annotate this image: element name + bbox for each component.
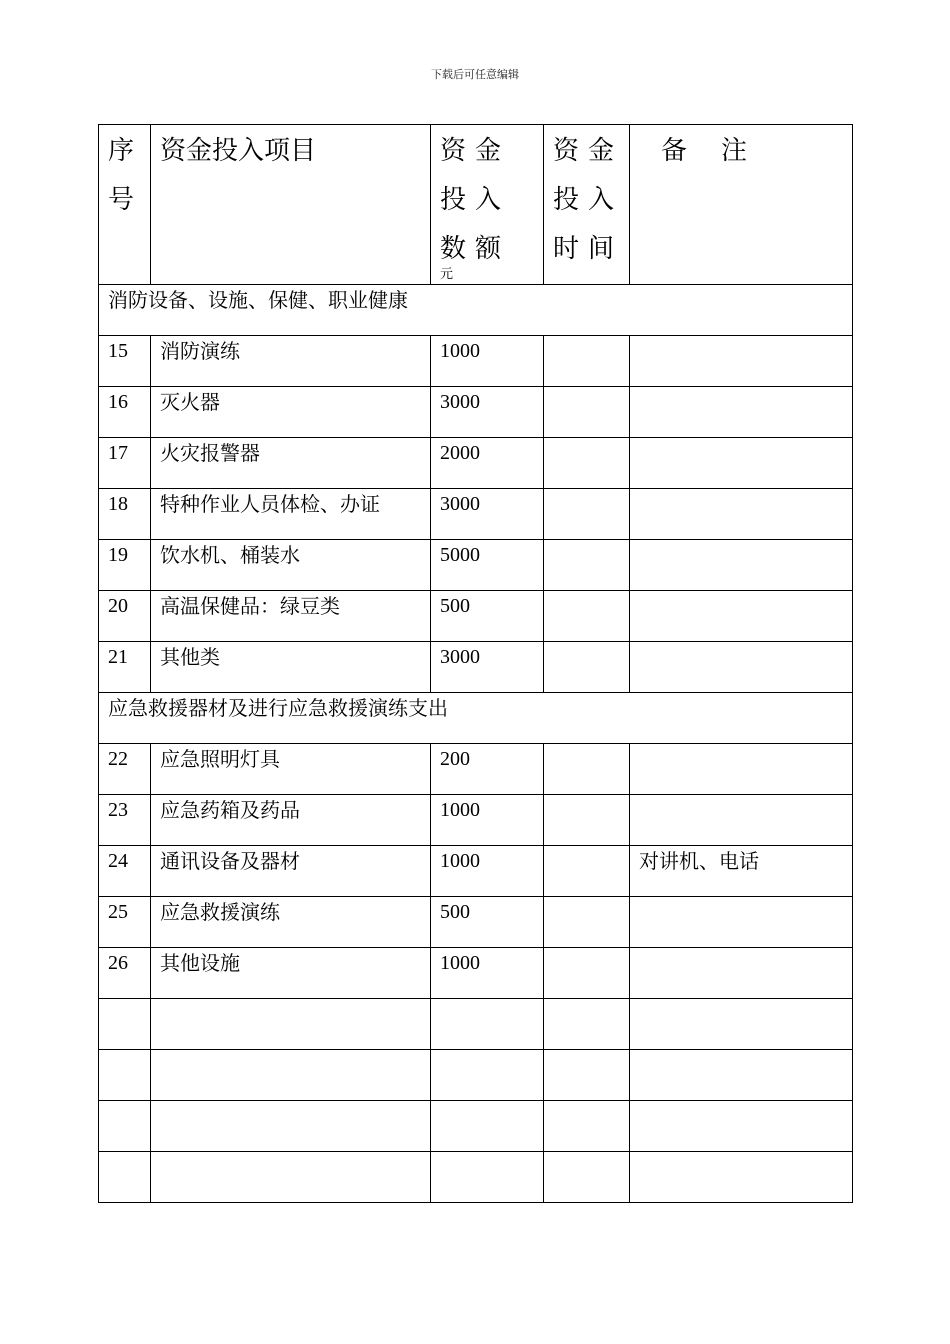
cell-seq: 19 bbox=[99, 540, 151, 591]
table-row bbox=[99, 999, 853, 1050]
cell-remark: 对讲机、电话 bbox=[630, 846, 853, 897]
cell-time bbox=[544, 540, 630, 591]
header-amount bbox=[431, 125, 544, 285]
table-row bbox=[99, 489, 853, 540]
cell-time bbox=[544, 591, 630, 642]
table-row bbox=[99, 846, 853, 897]
table-row bbox=[99, 540, 853, 591]
cell-item bbox=[151, 999, 431, 1050]
header-seq bbox=[99, 125, 151, 285]
cell-item: 其他类 bbox=[151, 642, 431, 693]
cell-seq bbox=[99, 999, 151, 1050]
fund-investment-table bbox=[98, 124, 853, 1203]
cell-seq: 21 bbox=[99, 642, 151, 693]
table-row bbox=[99, 897, 853, 948]
section-title: 消防设备、设施、保健、职业健康 bbox=[99, 285, 853, 336]
cell-amount: 2000 bbox=[431, 438, 544, 489]
cell-item: 灭火器 bbox=[151, 387, 431, 438]
cell-seq: 17 bbox=[99, 438, 151, 489]
cell-time bbox=[544, 948, 630, 999]
table-body bbox=[99, 125, 853, 1203]
cell-seq bbox=[99, 1152, 151, 1203]
page-header: 下载后可任意编辑 bbox=[431, 68, 519, 81]
cell-amount bbox=[431, 1152, 544, 1203]
cell-time bbox=[544, 1050, 630, 1101]
cell-remark bbox=[630, 948, 853, 999]
cell-remark bbox=[630, 591, 853, 642]
cell-time bbox=[544, 489, 630, 540]
cell-amount: 3000 bbox=[431, 642, 544, 693]
header-seq-label: 序号 bbox=[108, 136, 135, 215]
cell-amount: 1000 bbox=[431, 846, 544, 897]
table-row bbox=[99, 336, 853, 387]
cell-time bbox=[544, 1101, 630, 1152]
cell-seq: 23 bbox=[99, 795, 151, 846]
cell-seq: 26 bbox=[99, 948, 151, 999]
cell-remark bbox=[630, 336, 853, 387]
cell-item: 火灾报警器 bbox=[151, 438, 431, 489]
table-row bbox=[99, 948, 853, 999]
cell-item: 高温保健品：绿豆类 bbox=[151, 591, 431, 642]
cell-time bbox=[544, 642, 630, 693]
table-row bbox=[99, 1101, 853, 1152]
table-row bbox=[99, 1050, 853, 1101]
cell-seq: 20 bbox=[99, 591, 151, 642]
cell-amount bbox=[431, 1050, 544, 1101]
cell-remark bbox=[630, 1101, 853, 1152]
cell-remark bbox=[630, 795, 853, 846]
cell-amount: 1000 bbox=[431, 948, 544, 999]
table-row bbox=[99, 591, 853, 642]
cell-amount: 5000 bbox=[431, 540, 544, 591]
cell-seq: 24 bbox=[99, 846, 151, 897]
cell-item: 应急药箱及药品 bbox=[151, 795, 431, 846]
cell-item bbox=[151, 1050, 431, 1101]
cell-time bbox=[544, 744, 630, 795]
cell-seq bbox=[99, 1101, 151, 1152]
cell-time bbox=[544, 438, 630, 489]
header-remark bbox=[630, 125, 853, 285]
cell-time bbox=[544, 999, 630, 1050]
cell-item: 应急救援演练 bbox=[151, 897, 431, 948]
cell-item bbox=[151, 1101, 431, 1152]
cell-amount bbox=[431, 999, 544, 1050]
cell-seq: 15 bbox=[99, 336, 151, 387]
cell-time bbox=[544, 1152, 630, 1203]
header-amount-unit: 元 bbox=[440, 267, 454, 282]
section-title: 应急救援器材及进行应急救援演练支出 bbox=[99, 693, 853, 744]
cell-remark bbox=[630, 540, 853, 591]
cell-remark bbox=[630, 744, 853, 795]
table-row bbox=[99, 795, 853, 846]
cell-item: 应急照明灯具 bbox=[151, 744, 431, 795]
cell-remark bbox=[630, 642, 853, 693]
table-row bbox=[99, 1152, 853, 1203]
cell-amount: 1000 bbox=[431, 336, 544, 387]
header-amount-label: 资金投入数额 bbox=[440, 136, 511, 264]
cell-remark bbox=[630, 999, 853, 1050]
cell-item: 特种作业人员体检、办证 bbox=[151, 489, 431, 540]
cell-item: 饮水机、桶装水 bbox=[151, 540, 431, 591]
cell-remark bbox=[630, 387, 853, 438]
header-time bbox=[544, 125, 630, 285]
cell-remark bbox=[630, 897, 853, 948]
table-header-row bbox=[99, 125, 853, 285]
cell-remark bbox=[630, 1152, 853, 1203]
cell-time bbox=[544, 336, 630, 387]
table-row bbox=[99, 438, 853, 489]
cell-item: 消防演练 bbox=[151, 336, 431, 387]
cell-amount: 500 bbox=[431, 591, 544, 642]
cell-amount: 200 bbox=[431, 744, 544, 795]
header-item-label: 资金投入项目 bbox=[160, 136, 317, 166]
header-item bbox=[151, 125, 431, 285]
cell-remark bbox=[630, 1050, 853, 1101]
cell-item bbox=[151, 1152, 431, 1203]
header-time-label: 资金投入时间 bbox=[553, 136, 624, 264]
cell-time bbox=[544, 387, 630, 438]
header-remark-label bbox=[639, 127, 852, 176]
cell-seq: 25 bbox=[99, 897, 151, 948]
cell-item: 通讯设备及器材 bbox=[151, 846, 431, 897]
cell-remark bbox=[630, 489, 853, 540]
cell-time bbox=[544, 897, 630, 948]
header-remark-char-1: 备 bbox=[661, 136, 688, 166]
cell-seq: 18 bbox=[99, 489, 151, 540]
table-row bbox=[99, 387, 853, 438]
cell-seq: 22 bbox=[99, 744, 151, 795]
table-row bbox=[99, 642, 853, 693]
section-row bbox=[99, 693, 853, 744]
cell-time bbox=[544, 795, 630, 846]
cell-amount: 500 bbox=[431, 897, 544, 948]
cell-seq: 16 bbox=[99, 387, 151, 438]
cell-amount: 3000 bbox=[431, 387, 544, 438]
cell-amount: 3000 bbox=[431, 489, 544, 540]
cell-amount bbox=[431, 1101, 544, 1152]
cell-seq bbox=[99, 1050, 151, 1101]
cell-remark bbox=[630, 438, 853, 489]
cell-item: 其他设施 bbox=[151, 948, 431, 999]
cell-amount: 1000 bbox=[431, 795, 544, 846]
header-remark-char-2: 注 bbox=[721, 136, 748, 166]
section-row bbox=[99, 285, 853, 336]
cell-time bbox=[544, 846, 630, 897]
table-row bbox=[99, 744, 853, 795]
